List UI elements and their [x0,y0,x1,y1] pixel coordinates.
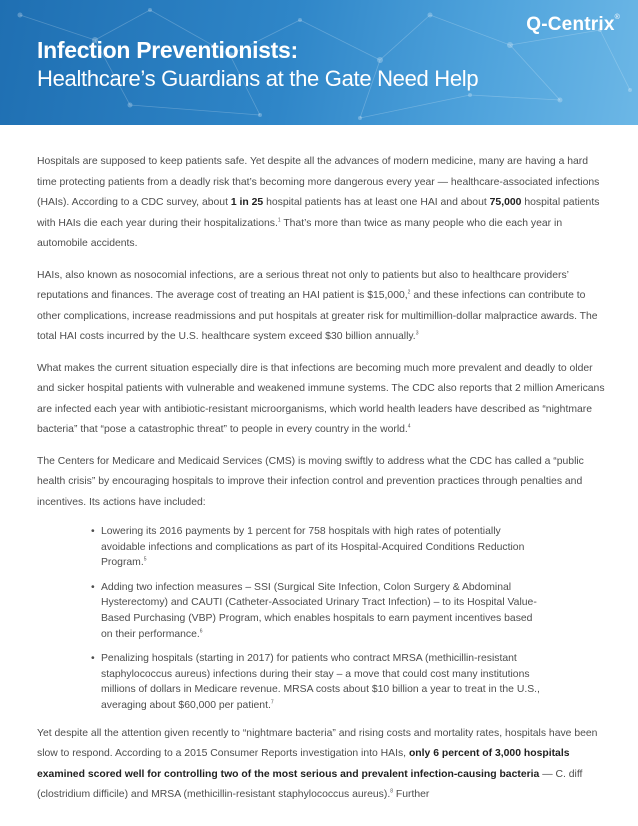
logo-centrix: Centrix [547,14,615,35]
paragraph-5: Yet despite all the attention given recently to “nightmare bacteria” and rising costs and mortality rates, hospitals have been slow to respond. According to a 2015 Consumer Reports investigation into HAIs, only 6 percent of 3,000 hospitals examined scored well for controlling two of the most serious and prevalent infection-causing bacteria — C. diff (clostridium difficile) and MRSA (methicillin-resistant staphylococcus aureus).$^8$ Further [37,727,598,801]
paragraph-2: HAIs, also known as nosocomial infections, are a serious threat not only to patients but also to healthcare providers’ reputations and finances. The average cost of treating an HAI patient is $15,000,$^2$ and these infections can contribute to other complications, increase readmissions and put hospitals at greater risk for multimillion-dollar malpractice awards. The total HAI costs incurred by the U.S. healthcare system exceed $30 billion annually.$^3$ [37,269,598,342]
list-item: • Penalizing hospitals (starting in 2017) for patients who contract MRSA (methicillin-resistant staphylococcus aureus) infections during their stay – a move that could cost many institutions millions of dollars in Medicare revenue. MRSA costs about $10 billion a year to treat in the U.S., averaging about $60,000 per patient.$^7$ [91,651,541,713]
footnote-ref: 4 [407,423,411,430]
logo-dash: - [541,14,548,35]
list-item: • Adding two infection measures – SSI (Surgical Site Infection, Colon Surgery & Abdominal Hysterectomy) and CAUTI (Catheter-Associated Urinary Tract Infection) – to its Hospital Value-Based Purchasing (VBP) Program, which enables hospitals to earn payment incentives based on their performance.$^6$ [91,580,541,642]
cms-actions-list [37,524,605,714]
footnote-ref: 5 [143,556,147,563]
footnote-ref: 7 [270,699,274,706]
logo-registered-mark: ® [614,14,620,21]
page-title: Infection Preventionists: [37,37,298,63]
footnote-ref: 8 [390,788,393,795]
footnote-ref: 6 [199,628,203,635]
paragraph-3: What makes the current situation especially dire is that infections are becoming much more prevalent and deadly to older and sicker hospital patients with vulnerable and weakened immune systems. The CDC also reports that 2 million Americans are infected each year with antibiotic-resistant microorganisms, which world health leaders have described as “nightmare bacteria” that “pose a catastrophic threat” to people in every country in the world.$^4$ [37,362,605,435]
page-subtitle: Healthcare’s Guardians at the Gate Need Help [37,66,479,91]
footnote-ref: 3 [415,330,419,337]
paragraph-1: Hospitals are supposed to keep patients safe. Yet despite all the advances of modern medicine, many are having a hard time protecting patients from a deadly risk that’s becoming more dangerous every year — healthcare-associated infections (HAIs). According to a CDC survey, about 1 in 25 hospital patients has at least one HAI and about 75,000 hospital patients with HAIs die each year during their hospitalizations.$^1$ That’s more than twice as many people who die each year in automobile accidents. [37,156,600,249]
article-body [37,152,605,817]
logo-q: Q [526,14,542,35]
paragraph-4: The Centers for Medicare and Medicaid Services (CMS) is moving swiftly to address what the CDC has called a “public health crisis” by encouraging hospitals to improve their infection control and prevention practices through penalties and incentives. Its actions have included: [37,455,584,508]
footnote-ref: 1 [277,217,281,224]
list-item: • Lowering its 2016 payments by 1 percent for 758 hospitals with high rates of potentially avoidable infections and complications as part of its Hospital-Acquired Conditions Reduction Program.$^5$ [91,524,541,571]
footnote-ref: 2 [407,289,411,296]
q-centrix-logo [526,14,620,36]
header-banner [0,0,638,125]
